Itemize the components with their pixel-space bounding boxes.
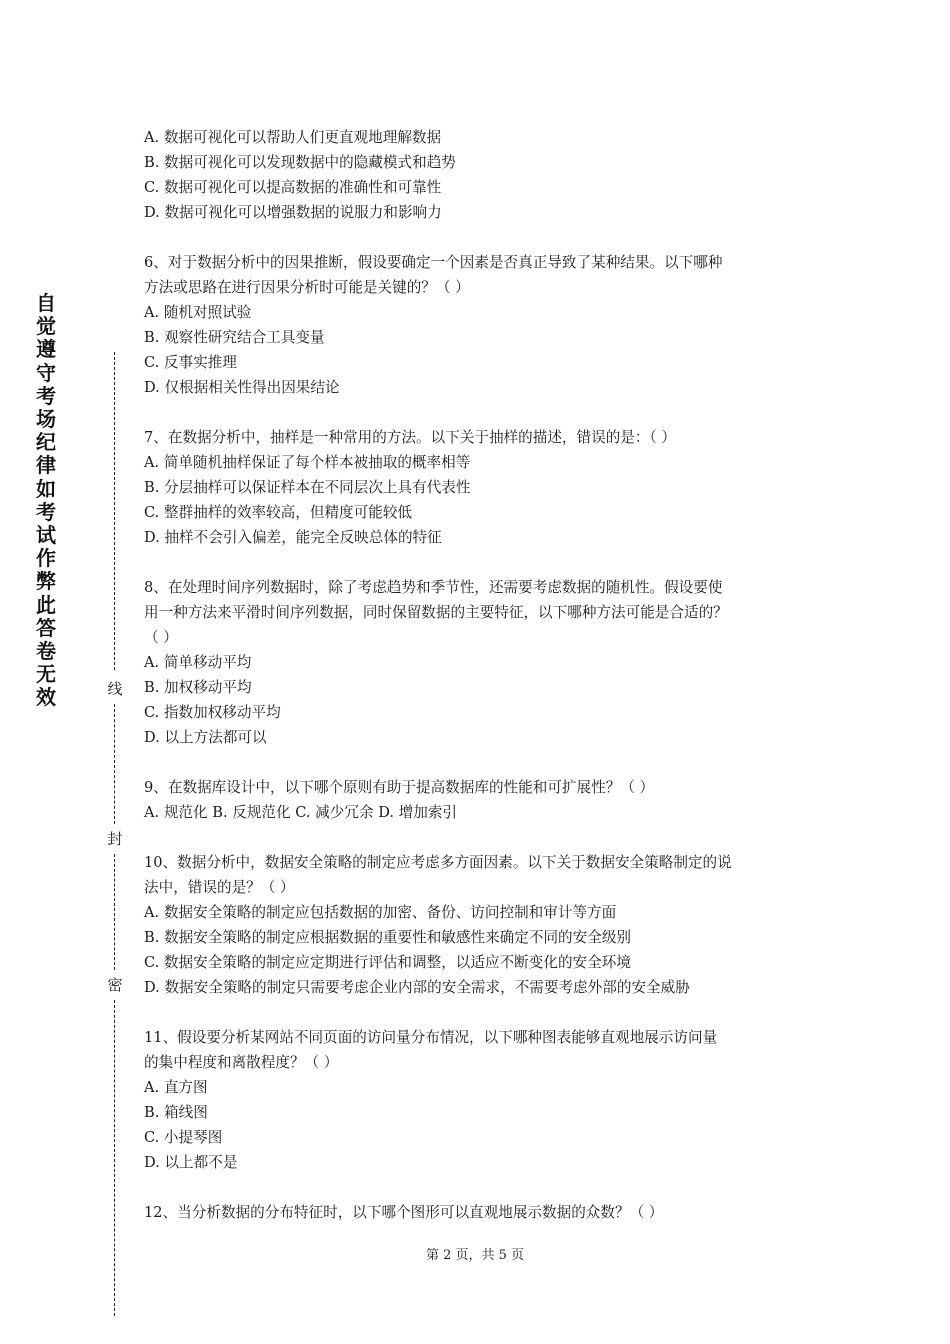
q8-stem-line3: （ ） (144, 629, 178, 646)
seal-char-feng: 封 (107, 830, 123, 848)
q10-option-a: A. 数据安全策略的制定应包括数据的加密、备份、访问控制和审计等方面 (144, 904, 617, 921)
q6-stem-line2: 方法或思路在进行因果分析时可能是关键的？（ ） (144, 279, 470, 296)
q6-option-c: C. 反事实推理 (144, 354, 237, 371)
binding-dashed-line (114, 1000, 115, 1316)
q11-option-b: B. 箱线图 (144, 1104, 208, 1121)
q10-option-b: B. 数据安全策略的制定应根据数据的重要性和敏感性来确定不同的安全级别 (144, 929, 632, 946)
page-footer: 第 2 页，共 5 页 (425, 1248, 525, 1263)
q6-option-a: A. 随机对照试验 (144, 304, 252, 321)
q5-option-b: B. 数据可视化可以发现数据中的隐藏模式和趋势 (144, 154, 456, 171)
q8-option-c: C. 指数加权移动平均 (144, 704, 281, 721)
q9-stem-line1: 9、在数据库设计中，以下哪个原则有助于提高数据库的性能和可扩展性？（ ） (144, 779, 655, 796)
q5-option-c: C. 数据可视化可以提高数据的准确性和可靠性 (144, 179, 442, 196)
q8-option-b: B. 加权移动平均 (144, 679, 252, 696)
q6-option-b: B. 观察性研究结合工具变量 (144, 329, 325, 346)
questions-content (144, 125, 814, 1225)
q6-option-d: D. 仅根据相关性得出因果结论 (144, 379, 340, 396)
q6-stem-line1: 6、对于数据分析中的因果推断，假设要确定一个因素是否真正导致了某种结果。以下哪种 (144, 254, 723, 271)
q11-stem-line2: 的集中程度和离散程度？（ ） (144, 1054, 339, 1071)
q8-stem-line2: 用一种方法来平滑时间序列数据，同时保留数据的主要特征，以下哪种方法可能是合适的？ (144, 604, 728, 621)
q8-option-d: D. 以上方法都可以 (144, 729, 267, 746)
q5-option-d: D. 数据可视化可以增强数据的说服力和影响力 (144, 204, 442, 221)
binding-dashed-line (114, 352, 115, 670)
q5-option-a: A. 数据可视化可以帮助人们更直观地理解数据 (144, 129, 442, 146)
q8-stem-line1: 8、在处理时间序列数据时，除了考虑趋势和季节性，还需要考虑数据的随机性。假设要使 (144, 579, 723, 596)
q11-option-d: D. 以上都不是 (144, 1154, 238, 1171)
q7-option-c: C. 整群抽样的效率较高，但精度可能较低 (144, 504, 413, 521)
q11-stem-line1: 11、假设要分析某网站不同页面的访问量分布情况，以下哪种图表能够直观地展示访问量 (144, 1029, 718, 1046)
q12-stem-line1: 12、当分析数据的分布特征时，以下哪个图形可以直观地展示数据的众数？（ ） (144, 1204, 664, 1221)
q7-option-b: B. 分层抽样可以保证样本在不同层次上具有代表性 (144, 479, 471, 496)
q8-option-a: A. 简单移动平均 (144, 654, 252, 671)
q7-option-a: A. 简单随机抽样保证了每个样本被抽取的概率相等 (144, 454, 471, 471)
binding-dashed-line (114, 704, 115, 824)
q10-stem-line1: 10、数据分析中，数据安全策略的制定应考虑多方面因素。以下关于数据安全策略制定的说 (144, 854, 732, 871)
q10-option-c: C. 数据安全策略的制定应定期进行评估和调整，以适应不断变化的安全环境 (144, 954, 631, 971)
seal-char-xian: 线 (107, 680, 123, 698)
q7-stem-line1: 7、在数据分析中，抽样是一种常用的方法。以下关于抽样的描述，错误的是：（ ） (144, 429, 677, 446)
q10-option-d: D. 数据安全策略的制定只需要考虑企业内部的安全需求，不需要考虑外部的安全威胁 (144, 979, 690, 996)
exam-warning-vertical: 自觉遵守考场纪律如考试作弊此答卷无效 (36, 291, 56, 710)
q7-option-d: D. 抽样不会引入偏差，能完全反映总体的特征 (144, 529, 442, 546)
q10-stem-line2: 法中，错误的是？（ ） (144, 879, 295, 896)
q11-option-c: C. 小提琴图 (144, 1129, 223, 1146)
seal-char-mi: 密 (107, 976, 123, 994)
binding-dashed-line (114, 854, 115, 970)
q11-option-a: A. 直方图 (144, 1079, 208, 1096)
q9-options-line: A. 规范化 B. 反规范化 C. 减少冗余 D. 增加索引 (144, 804, 458, 821)
